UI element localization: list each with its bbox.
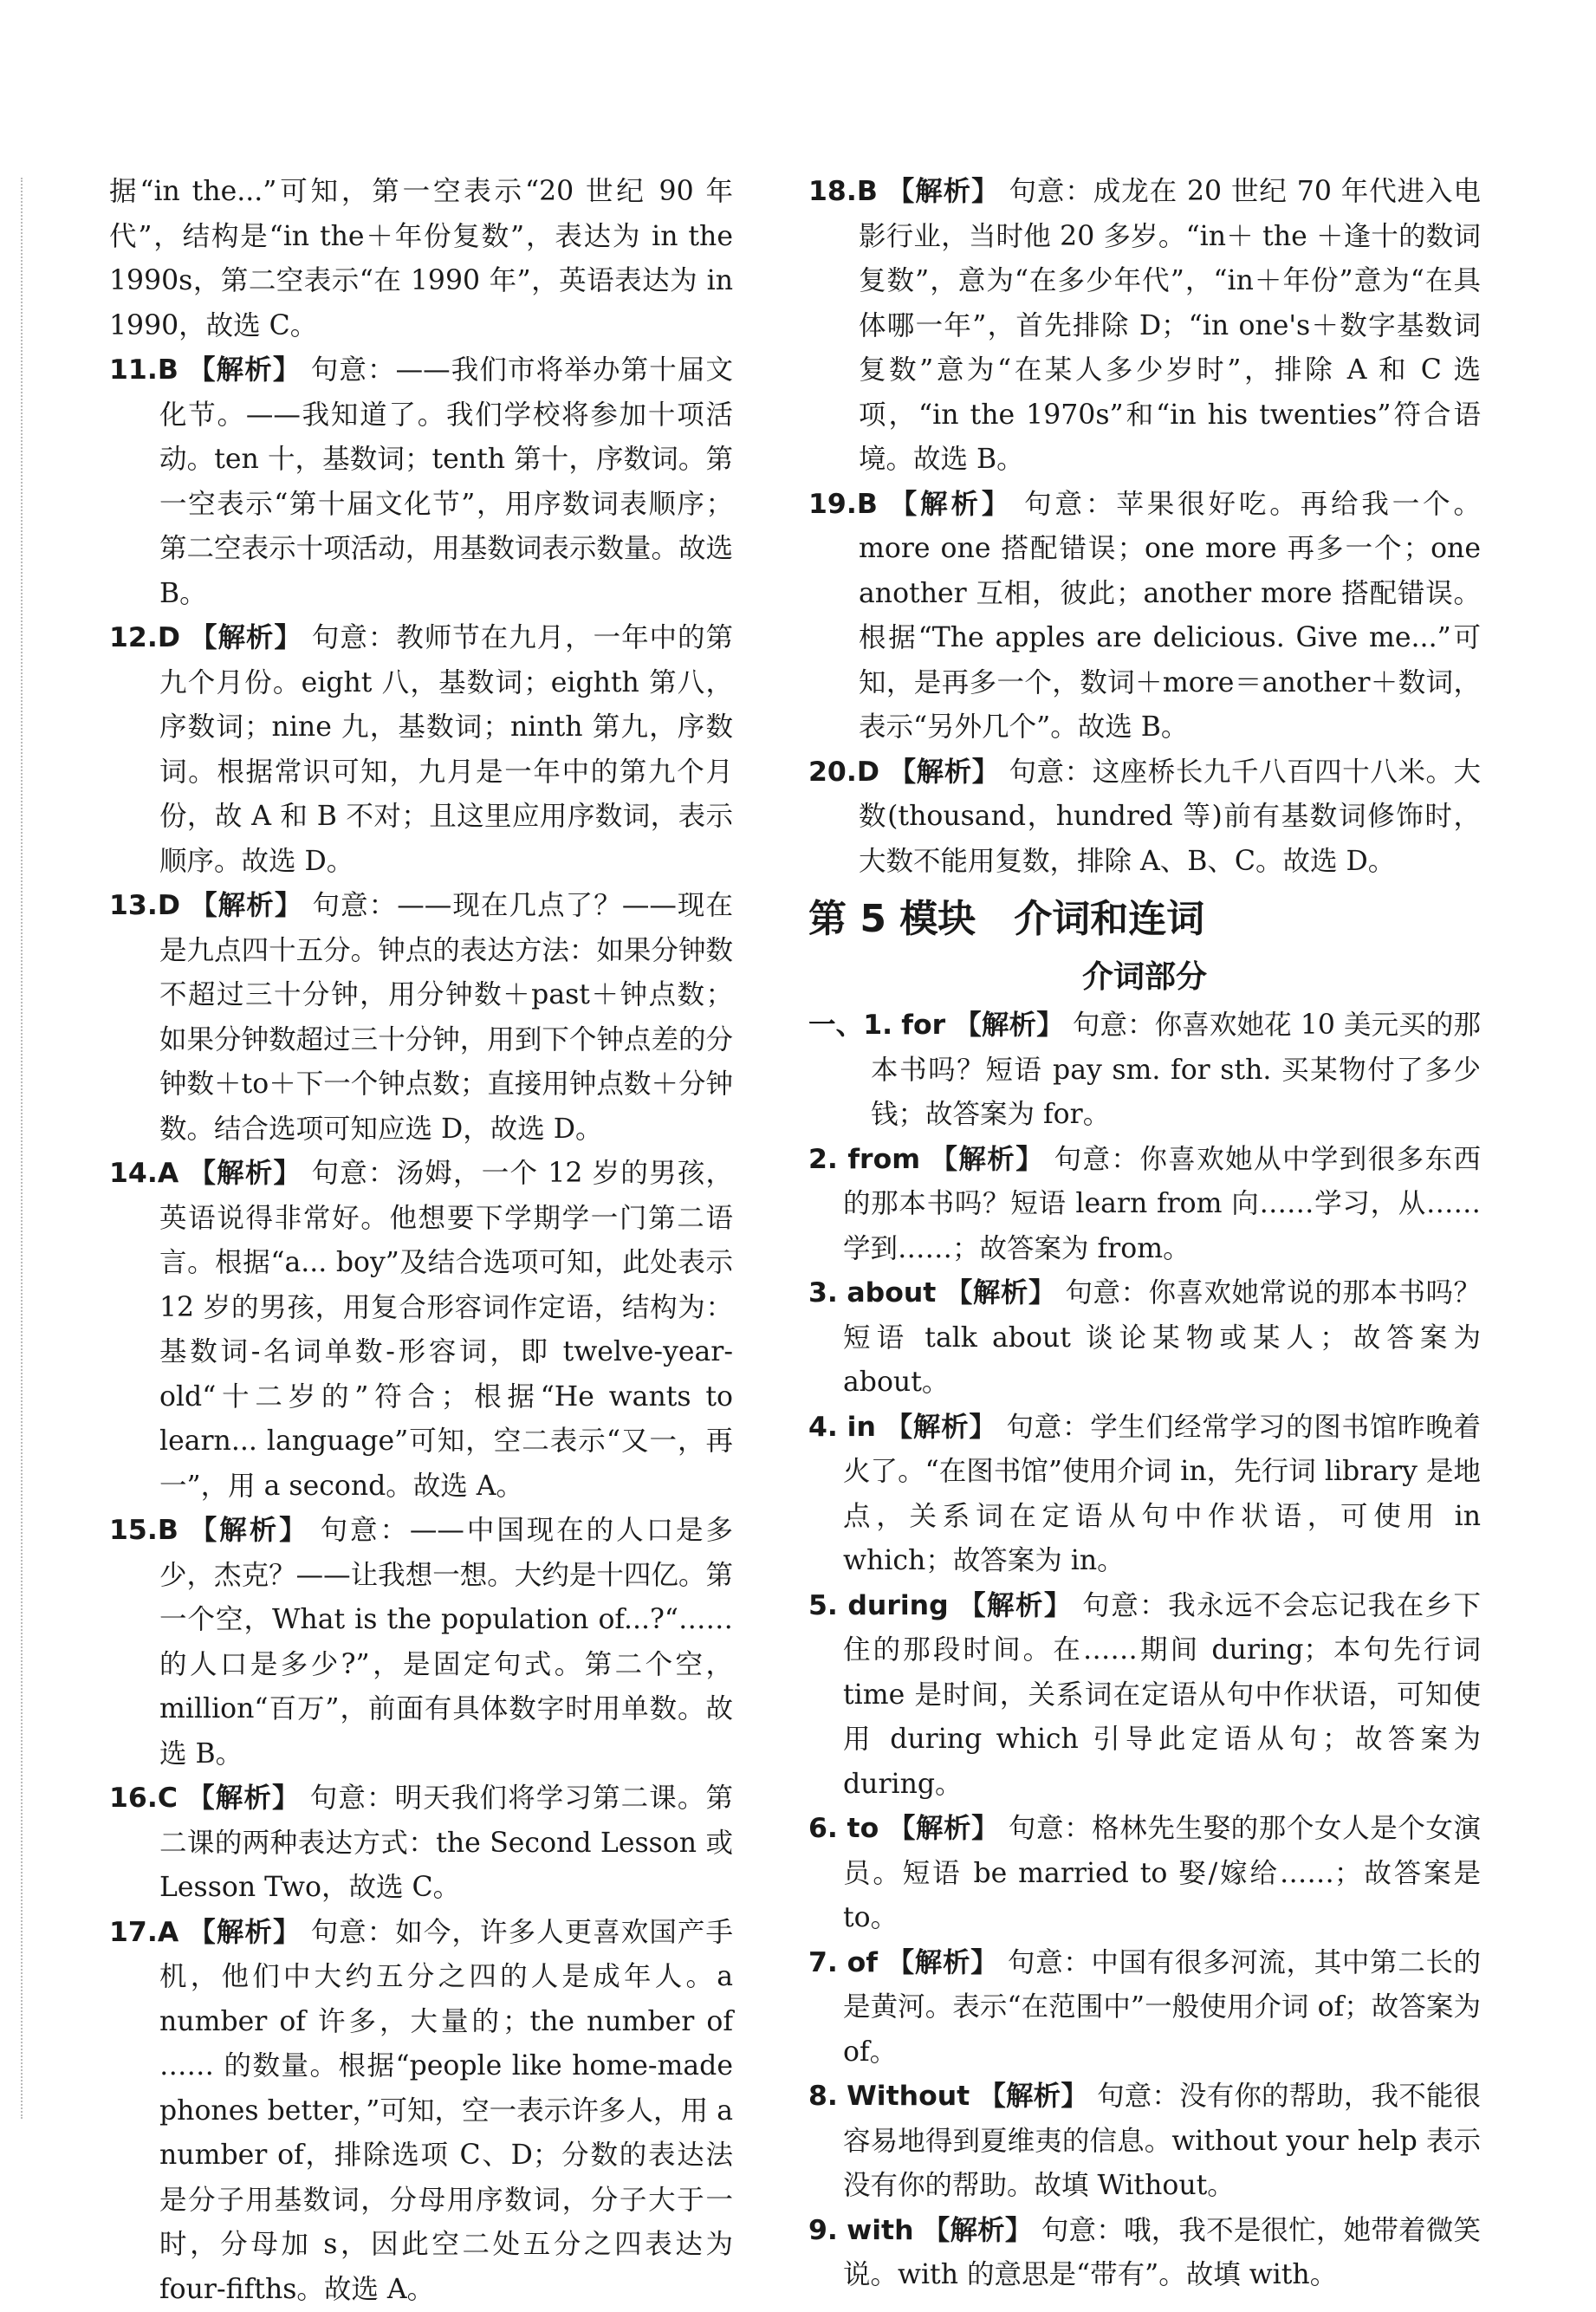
prep-item-6 xyxy=(808,1807,1481,1941)
item-answer: B xyxy=(857,489,878,520)
prep-item-5 xyxy=(808,1584,1481,1808)
section-title: 介词部分 xyxy=(808,951,1481,1003)
item-number: 4. xyxy=(808,1412,838,1443)
item-answer: B xyxy=(158,1515,178,1546)
item-number: 16. xyxy=(109,1783,158,1814)
prep-item-9 xyxy=(808,2209,1481,2298)
analysis-tag: 【解析】 xyxy=(190,622,302,653)
answer-item-19 xyxy=(808,483,1481,750)
analysis-tag: 【解析】 xyxy=(187,1783,301,1814)
item-answer: B xyxy=(857,176,878,207)
item-explanation: 句意：苹果很好吃。再给我一个。more one 搭配错误；one more 再多一个；one another 互相，彼此；another more 搭配错误。根据“The apples are delicious. Give me...”可知，是再多一个，数词＋more＝another＋数词，表示“另外几个”。故选 B。 xyxy=(859,489,1481,744)
item-explanation: 句意：你喜欢她从中学到很多东西的那本书吗？短语 learn from 向……学习，从……学到……；故答案为 from。 xyxy=(843,1144,1481,1264)
answer-item-14 xyxy=(109,1152,733,1509)
item-number: 3. xyxy=(808,1277,838,1309)
module-name: 介词和连词 xyxy=(1014,897,1204,941)
item-number: 19. xyxy=(808,489,857,520)
item-number: 一、1. xyxy=(808,1010,892,1041)
item-answer: B xyxy=(158,354,178,386)
item-explanation: 句意：我永远不会忘记我在乡下住的那段时间。在……期间 during；本句先行词 time 是时间，关系词在定语从句中作状语，可知使用 during which 引导此定语从句；故答案为 during。 xyxy=(843,1590,1481,1800)
item-explanation: 句意：明天我们将学习第二课。第二课的两种表达方式：the Second Lesson 或 Lesson Two，故选 C。 xyxy=(159,1783,733,1903)
analysis-tag: 【解析】 xyxy=(887,1947,999,1978)
item-answer: D xyxy=(857,757,879,788)
analysis-tag: 【解析】 xyxy=(190,890,302,921)
item-explanation: 句意：成龙在 20 世纪 70 年代进入电影行业，当时他 20 多岁。“in＋ the ＋逢十的数词复数”，意为“在多少年代”，“in＋年份”意为“在具体哪一年”，首先排除 D；“in one's＋数字基数词复数”意为“在某人多少岁时”，排除 A 和 C 选项，“in the 1970s”和“in his twenties”符合语境。故选 B。 xyxy=(859,176,1481,475)
module-title xyxy=(808,887,1481,951)
analysis-tag: 【解析】 xyxy=(889,757,1000,788)
item-explanation: 句意：学生们经常学习的图书馆昨晚着火了。“在图书馆”使用介词 in，先行词 library 是地点，关系词在定语从句中作状语，可使用 in which；故答案为 in。 xyxy=(843,1412,1481,1577)
item-answer: D xyxy=(158,890,180,921)
analysis-tag: 【解析】 xyxy=(886,1412,997,1443)
item-explanation: 句意：——中国现在的人口是多少，杰克？——让我想一想。大约是十四亿。第一个空，What is the population of...?“……的人口是多少?”，是固定句式。第二个空，million“百万”，前面有具体数字时用单数。故选 B。 xyxy=(159,1515,733,1770)
module-label: 第 5 模块 xyxy=(808,897,976,941)
item-explanation: 句意：——我们市将举办第十届文化节。——我知道了。我们学校将参加十项活动。ten 十，基数词；tenth 第十，序数词。第一空表示“第十届文化节”，用序数词表顺序；第二空表示十项活动，用基数词表示数量。故选 B。 xyxy=(159,354,733,609)
analysis-tag: 【解析】 xyxy=(188,354,302,386)
item-number: 6. xyxy=(808,1813,838,1844)
item-explanation: 句意：教师节在九月，一年中的第九个月份。eight 八，基数词；eighth 第八，序数词；nine 九，基数词；ninth 第九，序数词。根据常识可知，九月是一年中的第九个月份，故 A 和 B 不对；且这里应用序数词，表示顺序。故选 D。 xyxy=(159,622,733,877)
item-answer: during xyxy=(847,1590,948,1621)
item-answer: for xyxy=(901,1010,945,1041)
analysis-tag: 【解析】 xyxy=(958,1590,1073,1621)
item-number: 14. xyxy=(109,1158,158,1189)
item-answer: A xyxy=(158,1917,178,1948)
item-explanation: 句意：你喜欢她常说的那本书吗？短语 talk about 谈论某物或某人；故答案为 about。 xyxy=(843,1277,1481,1398)
analysis-tag: 【解析】 xyxy=(923,2215,1033,2246)
item-explanation: 句意：如今，许多人更喜欢国产手机，他们中大约五分之四的人是成年人。a number of 许多，大量的；the number of …… 的数量。根据“people like home-made phones better，”可知，空一表示许多人，用 a number of，排除选项 C、D；分数的表达法是分子用基数词，分母用序数词，分子大于一时，分母加 s，因此空二处五分之四表达为 four-fifths。故选 A。 xyxy=(159,1917,733,2305)
item-answer: of xyxy=(847,1947,878,1978)
item-number: 12. xyxy=(109,622,158,653)
prep-item-4 xyxy=(808,1406,1481,1584)
analysis-tag: 【解析】 xyxy=(978,2081,1088,2112)
left-column xyxy=(109,170,733,2312)
item-explanation: 句意：汤姆，一个 12 岁的男孩，英语说得非常好。他想要下学期学一门第二语言。根据“a... boy”及结合选项可知，此处表示 12 岁的男孩，用复合形容词作定语，结构为：基数词-名词单数-形容词，即 twelve-year-old“十二岁的”符合；根据“He wants to learn... language”可知，空二表示“又一，再一”，用 a second。故选 A。 xyxy=(159,1158,733,1502)
answer-item-17 xyxy=(109,1911,733,2312)
prep-item-1 xyxy=(808,1003,1481,1138)
item-number: 13. xyxy=(109,890,158,921)
item-answer: D xyxy=(158,622,180,653)
item-explanation: 句意：你喜欢她花 10 美元买的那本书吗？短语 pay sm. for sth. 买某物付了多少钱；故答案为 for。 xyxy=(871,1010,1481,1130)
prep-item-2 xyxy=(808,1138,1481,1272)
item-answer: in xyxy=(847,1412,876,1443)
prep-item-8 xyxy=(808,2075,1481,2209)
analysis-tag: 【解析】 xyxy=(887,176,1000,207)
item-explanation: 句意：没有你的帮助，我不能很容易地得到夏维夷的信息。without your help 表示没有你的帮助。故填 Without。 xyxy=(843,2081,1481,2201)
item-explanation: 句意：——现在几点了？——现在是九点四十五分。钟点的表达方法：如果分钟数不超过三十分钟，用分钟数＋past＋钟点数；如果分钟数超过三十分钟，用到下个钟点差的分钟数＋to＋下一个钟点数；直接用钟点数＋分钟数。结合选项可知应选 D，故选 D。 xyxy=(159,890,733,1145)
item-number: 2. xyxy=(808,1144,838,1175)
answer-item-18 xyxy=(808,170,1481,483)
right-column xyxy=(808,170,1481,2298)
item-explanation: 句意：这座桥长九千八百四十八米。大数(thousand，hundred 等)前有基数词修饰时，大数不能用复数，排除 A、B、C。故选 D。 xyxy=(859,757,1481,877)
item-explanation: 句意：中国有很多河流，其中第二长的是黄河。表示“在范围中”一般使用介词 of；故答案为 of。 xyxy=(843,1947,1481,2068)
item-number: 17. xyxy=(109,1917,158,1948)
item-number: 11. xyxy=(109,354,158,386)
item-answer: to xyxy=(847,1813,879,1844)
item-number: 7. xyxy=(808,1947,838,1978)
item-explanation: 句意：格林先生娶的那个女人是个女演员。短语 be married to 娶/嫁给……；故答案是 to。 xyxy=(843,1813,1481,1933)
item-number: 8. xyxy=(808,2081,838,2112)
analysis-tag: 【解析】 xyxy=(945,1277,1056,1309)
item-answer: about xyxy=(847,1277,936,1309)
analysis-tag: 【解析】 xyxy=(190,1515,309,1546)
item-number: 9. xyxy=(808,2215,838,2246)
analysis-tag: 【解析】 xyxy=(930,1144,1044,1175)
item-number: 5. xyxy=(808,1590,838,1621)
analysis-tag: 【解析】 xyxy=(890,489,1013,520)
answer-item-16 xyxy=(109,1776,733,1911)
analysis-tag: 【解析】 xyxy=(954,1010,1063,1041)
item-answer: C xyxy=(158,1783,178,1814)
item-answer: from xyxy=(847,1144,920,1175)
item-number: 20. xyxy=(808,757,857,788)
prep-item-7 xyxy=(808,1941,1481,2075)
item-number: 18. xyxy=(808,176,857,207)
answer-item-13 xyxy=(109,884,733,1152)
answer-item-12 xyxy=(109,616,733,884)
analysis-tag: 【解析】 xyxy=(188,1917,301,1948)
item-number: 15. xyxy=(109,1515,158,1546)
analysis-tag: 【解析】 xyxy=(888,1813,999,1844)
prep-item-3 xyxy=(808,1271,1481,1406)
item-answer: A xyxy=(158,1158,178,1189)
answer-item-20 xyxy=(808,750,1481,885)
answer-item-11 xyxy=(109,348,733,616)
item-answer: with xyxy=(847,2215,913,2246)
continued-paragraph: 据“in the...”可知，第一空表示“20 世纪 90 年代”，结构是“in the＋年份复数”，表达为 in the 1990s，第二空表示“在 1990 年”，英语表达为 in 1990，故选 C。 xyxy=(109,170,733,348)
margin-dotted-line xyxy=(21,178,23,2119)
analysis-tag: 【解析】 xyxy=(188,1158,302,1189)
item-explanation: 句意：哦，我不是很忙，她带着微笑说。with 的意思是“带有”。故填 with。 xyxy=(843,2215,1481,2291)
item-answer: Without xyxy=(847,2081,970,2112)
answer-item-15 xyxy=(109,1509,733,1776)
